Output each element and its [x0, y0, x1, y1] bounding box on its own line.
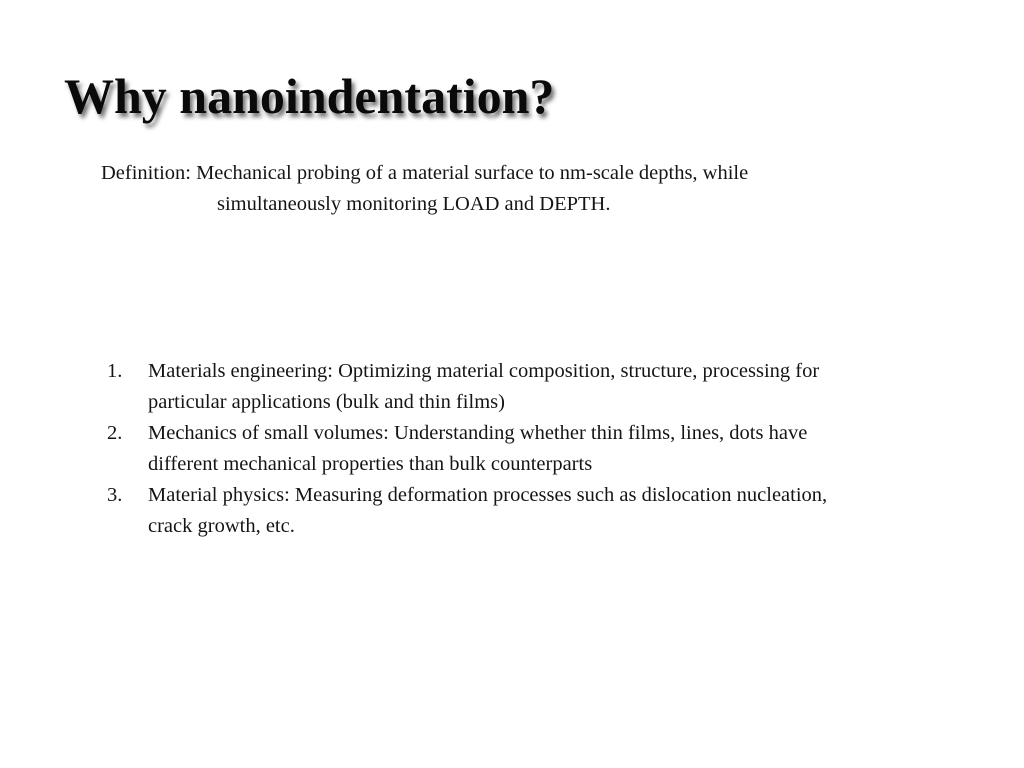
list-item-line-1: Material physics: Measuring deformation processes such as dislocation nucleation,: [148, 484, 828, 506]
slide-title: Why nanoindentation?: [64, 68, 555, 124]
list-item: [107, 356, 977, 418]
definition-line-2: simultaneously monitoring LOAD and DEPTH.: [217, 193, 611, 215]
list-item-number: 2.: [107, 422, 123, 444]
list-item: [107, 480, 977, 542]
list-item-number: 1.: [107, 360, 123, 382]
list-item-line-2: different mechanical properties than bulk counterparts: [148, 453, 593, 475]
list-item-line-1: Mechanics of small volumes: Understanding whether thin films, lines, dots have: [148, 422, 808, 444]
definition-text: [101, 158, 901, 220]
numbered-list: [107, 356, 977, 542]
definition-line-1: Definition: Mechanical probing of a material surface to nm-scale depths, while: [101, 162, 749, 184]
list-item-line-2: crack growth, etc.: [148, 515, 295, 537]
list-item-line-2: particular applications (bulk and thin films): [148, 391, 505, 413]
list-item: [107, 418, 977, 480]
list-item-line-1: Materials engineering: Optimizing material composition, structure, processing for: [148, 360, 820, 382]
list-item-number: 3.: [107, 484, 123, 506]
